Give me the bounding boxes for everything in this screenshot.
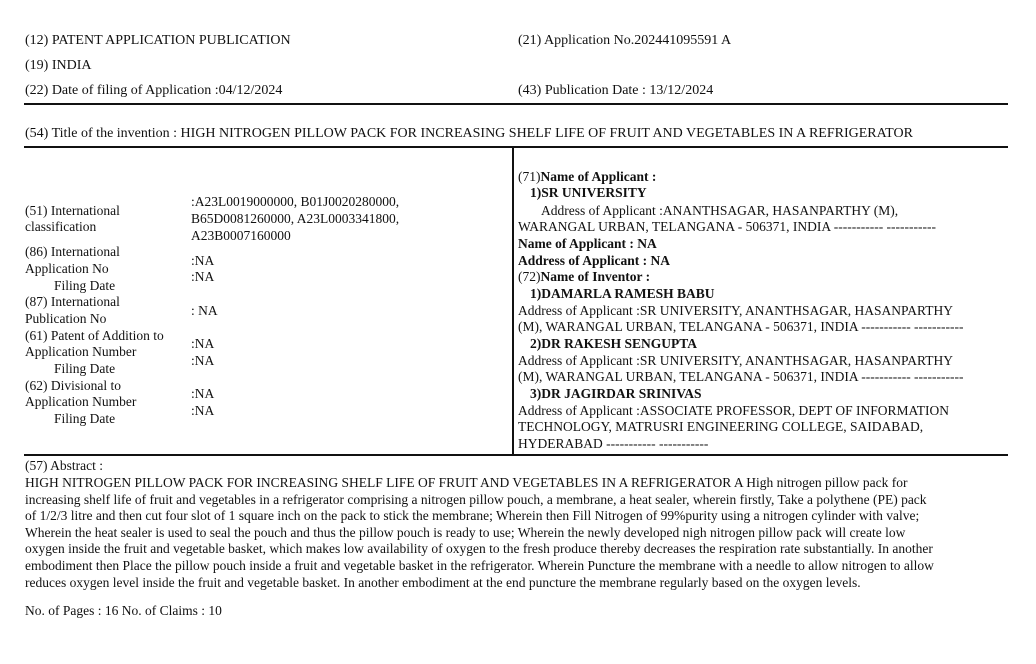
intl-application-no-value: :NA [191, 253, 215, 268]
inventor-1-address-line-2: (M), WARANGAL URBAN, TELANGANA - 506371, INDIA ----------- ----------- [518, 319, 964, 334]
column-divider [512, 146, 514, 455]
inventor-2-address-line-2: (M), WARANGAL URBAN, TELANGANA - 506371, INDIA ----------- ----------- [518, 369, 964, 384]
inventor-1-name: 1)DAMARLA RAMESH BABU [530, 286, 715, 301]
publication-date: (43) Publication Date : 13/12/2024 [518, 83, 714, 98]
invention-title: (54) Title of the invention : HIGH NITROGEN PILLOW PACK FOR INCREASING SHELF LIFE OF FRUIT AND VEGETABLES IN A REFRIGERATOR [25, 126, 913, 141]
addition-filing-date-value: :NA [191, 353, 215, 368]
filing-date: (22) Date of filing of Application :04/12/2024 [25, 83, 283, 98]
header-divider [24, 103, 1008, 105]
title-divider [24, 146, 1008, 148]
applicant-1-name: 1)SR UNIVERSITY [530, 185, 647, 200]
name-of-applicant-na: Name of Applicant : NA [518, 236, 657, 251]
abstract-heading: (57) Abstract : [25, 458, 103, 473]
table-bottom-divider [24, 454, 1008, 456]
intl-filing-date-value: :NA [191, 269, 215, 284]
pages-and-claims: No. of Pages : 16 No. of Claims : 10 [25, 603, 222, 618]
address-of-applicant-na: Address of Applicant : NA [518, 253, 671, 268]
applicant-1-address-line-2: WARANGAL URBAN, TELANGANA - 506371, INDIA ----------- ----------- [518, 219, 937, 234]
applicant-1-address-line-1: Address of Applicant :ANANTHSAGAR, HASANPARTHY (M), [541, 203, 899, 218]
publication-type: (12) PATENT APPLICATION PUBLICATION [25, 33, 291, 48]
inventor-3-name: 3)DR JAGIRDAR SRINIVAS [530, 386, 702, 401]
applicant-heading: (71)Name of Applicant : [518, 169, 657, 184]
country: (19) INDIA [25, 58, 92, 73]
inventor-1-address-line-1: Address of Applicant :SR UNIVERSITY, ANANTHSAGAR, HASANPARTHY [518, 303, 953, 318]
inventor-3-address-line-2: TECHNOLOGY, MATRUSRI ENGINEERING COLLEGE, SAIDABAD, [518, 419, 924, 434]
inventor-2-address-line-1: Address of Applicant :SR UNIVERSITY, ANANTHSAGAR, HASANPARTHY [518, 353, 953, 368]
inventor-heading: (72)Name of Inventor : [518, 269, 651, 284]
inventor-2-name: 2)DR RAKESH SENGUPTA [530, 336, 698, 351]
application-number: (21) Application No.202441095591 A [518, 33, 732, 48]
inventor-3-address-line-3: HYDERABAD ----------- ----------- [518, 436, 709, 451]
inventor-3-address-line-1: Address of Applicant :ASSOCIATE PROFESSOR, DEPT OF INFORMATION [518, 403, 950, 418]
divisional-filing-date-value: :NA [191, 403, 215, 418]
addition-number-value: :NA [191, 336, 215, 351]
divisional-number-value: :NA [191, 386, 215, 401]
intl-publication-value: : NA [191, 303, 218, 318]
